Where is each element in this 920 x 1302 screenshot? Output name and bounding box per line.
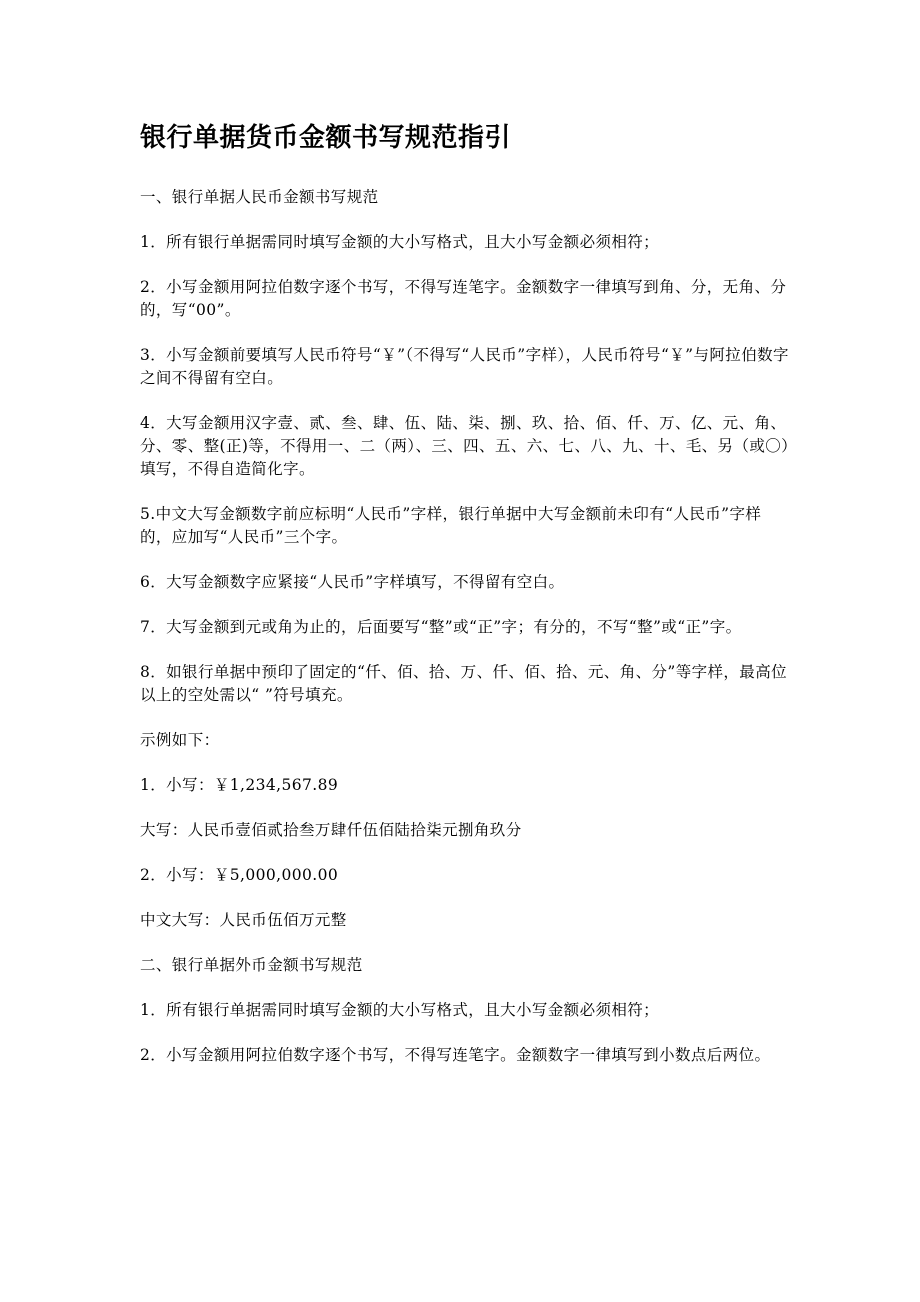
document-page bbox=[140, 118, 790, 1089]
rule-item: 1．所有银行单据需同时填写金额的大小写格式，且大小写金额必须相符； bbox=[140, 233, 660, 251]
section-heading-foreign: 二、银行单据外币金额书写规范 bbox=[140, 956, 363, 974]
example-heading: 示例如下： bbox=[140, 731, 220, 749]
rule-item: 2．小写金额用阿拉伯数字逐个书写，不得写连笔字。金额数字一律填写到小数点后两位。 bbox=[140, 1046, 771, 1064]
rule-item: 6．大写金额数字应紧接“人民币”字样填写，不得留有空白。 bbox=[140, 573, 565, 591]
rule-item: 5.中文大写金额数字前应标明“人民币”字样，银行单据中大写金额前未印有“人民币”字样的，应加写“人民币”三个字。 bbox=[140, 505, 762, 546]
section-heading-rmb: 一、银行单据人民币金额书写规范 bbox=[140, 188, 379, 206]
example-line: 2．小写：￥5,000,000.00 bbox=[140, 866, 339, 884]
rule-item: 8．如银行单据中预印了固定的“仟、佰、拾、万、仟、佰、拾、元、角、分”等字样，最高位以上的空处需以“ ”符号填充。 bbox=[140, 663, 788, 704]
rule-item: 2．小写金额用阿拉伯数字逐个书写，不得写连笔字。金额数字一律填写到角、分，无角、分的，写“00”。 bbox=[140, 278, 787, 319]
document-title: 银行单据货币金额书写规范指引 bbox=[140, 123, 512, 153]
example-line: 中文大写：人民币伍佰万元整 bbox=[140, 911, 347, 929]
rule-item: 7．大写金额到元或角为止的，后面要写“整”或“正”字；有分的，不写“整”或“正”字。 bbox=[140, 618, 742, 636]
rule-item: 1．所有银行单据需同时填写金额的大小写格式，且大小写金额必须相符； bbox=[140, 1001, 660, 1019]
rule-item: 3．小写金额前要填写人民币符号“￥”（不得写“人民币”字样），人民币符号“￥”与阿拉伯数字之间不得留有空白。 bbox=[140, 346, 789, 387]
rule-item: 4．大写金额用汉字壹、贰、叁、肆、伍、陆、柒、捌、玖、拾、佰、仟、万、亿、元、角、分、零、整(正)等，不得用一、二（两）、三、四、五、六、七、八、九、十、毛、另（或〇）填写，不得自造简化字。 bbox=[140, 414, 790, 478]
example-line: 1．小写：￥1,234,567.89 bbox=[140, 776, 339, 794]
example-line: 大写：人民币壹佰贰拾叁万肆仟伍佰陆拾柒元捌角玖分 bbox=[140, 821, 522, 839]
